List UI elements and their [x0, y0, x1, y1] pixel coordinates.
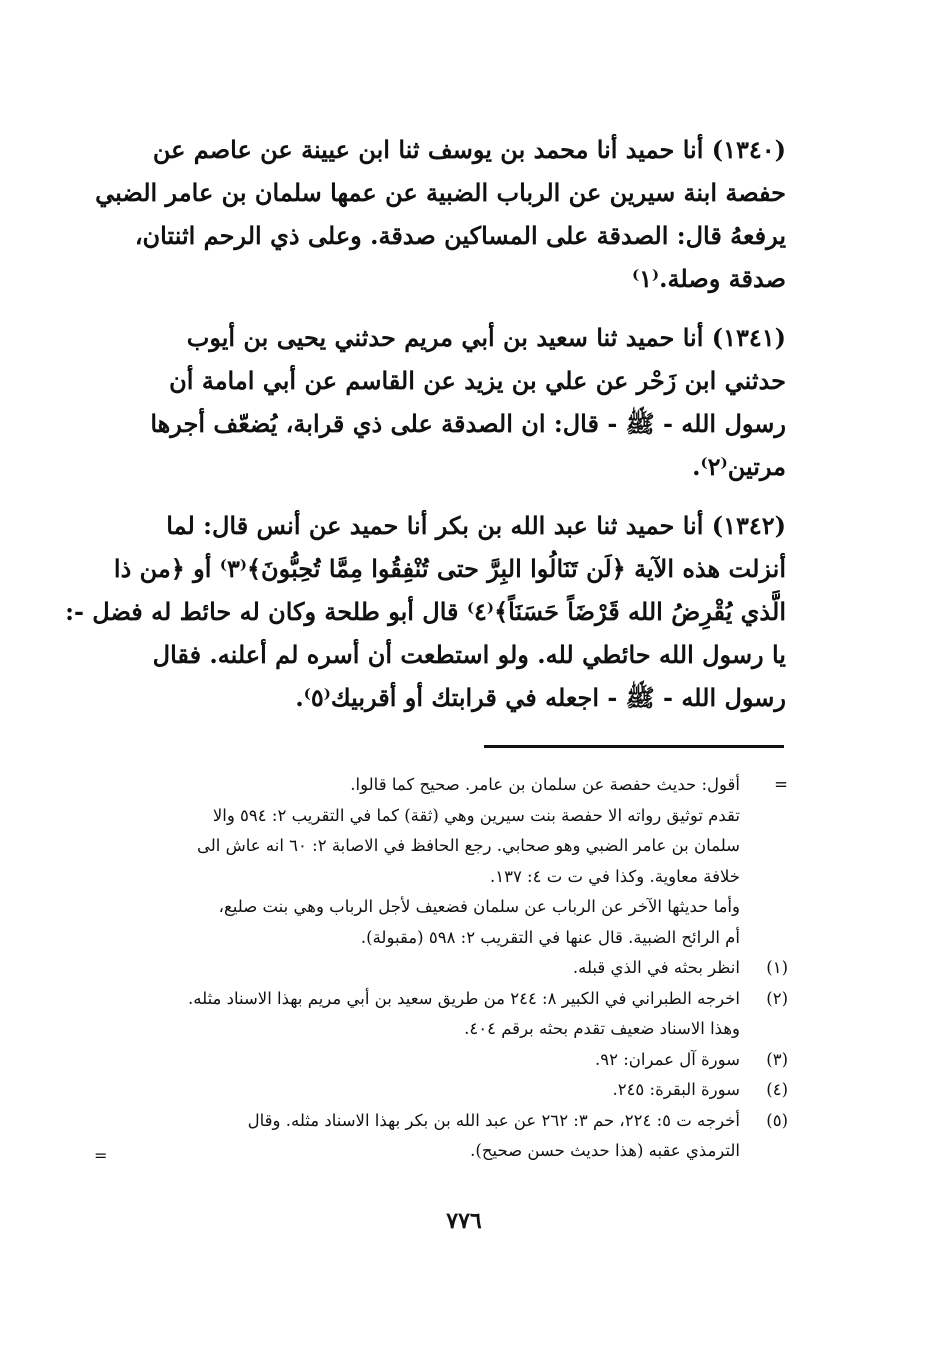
footnote-separator — [484, 745, 784, 748]
footnote-line: وهذا الاسناد ضعيف تقدم بحثه برقم ٤٠٤. — [464, 1019, 740, 1038]
footnote-line: أخرجه ت ٥: ٢٢٤، حم ٣: ٢٦٢ عن عبد الله بن بكر بهذا الاسناد مثله. وقال — [247, 1110, 740, 1130]
footnote-line: سورة آل عمران: ٩٢. — [594, 1049, 740, 1069]
footnote-2 — [108, 984, 788, 1045]
hadith-1341 — [110, 316, 786, 488]
text-line: صدقة وصلة.⁽١⁾ — [631, 264, 786, 293]
text-line: يرفعهُ قال: الصدقة على المساكين صدقة. وعلى ذي الرحم اثنتان، — [134, 221, 786, 250]
text-line: رسول الله - ﷺ - اجعله في قرابتك أو أقربيك⁽٥⁾. — [295, 683, 786, 712]
footnotes — [108, 770, 788, 1167]
footnote-marker: (٢) — [766, 988, 788, 1008]
text-line: يا رسول الله حائطي لله. ولو استطعت أن أسره لم أعلنه. فقال — [152, 640, 786, 669]
footnote-line: اخرجه الطبراني في الكبير ٨: ٢٤٤ من طريق سعيد بن أبي مريم بهذا الاسناد مثله. — [188, 988, 740, 1008]
continued-marker: = — [94, 1146, 108, 1165]
footnote-line: خلافة معاوية. وكذا في ت ت ٤: ١٣٧. — [489, 866, 740, 886]
footnote-5 — [108, 1106, 788, 1167]
footnote-line: الترمذي عقبه (هذا حديث حسن صحيح). — [470, 1141, 740, 1160]
text-line: (١٣٤١) أنا حميد ثنا سعيد بن أبي مريم حدثني يحيى بن أيوب — [186, 323, 786, 352]
footnote-continued — [108, 770, 788, 953]
text-line: (١٣٤٠) أنا حميد أنا محمد بن يوسف ثنا ابن عيينة عن عاصم عن — [152, 135, 786, 164]
footnote-marker: (٤) — [766, 1080, 788, 1099]
footnote-line: انظر بحثه في الذي قبله. — [572, 958, 740, 977]
text-line: حدثني ابن زَحْر عن علي بن يزيد عن القاسم عن أبي امامة أن — [169, 366, 786, 395]
footnote-marker: (٣) — [766, 1049, 788, 1069]
footnote-body — [108, 770, 740, 953]
footnote-body — [108, 984, 740, 1045]
footnote-line: سلمان بن عامر الضبي وهو صحابي. رجع الحافظ في الاصابة ٢: ٦٠ انه عاش الى — [197, 836, 740, 855]
footnote-body — [108, 1106, 740, 1167]
footnote-marker: (٥) — [766, 1110, 788, 1130]
footnote-line: سورة البقرة: ٢٤٥. — [612, 1080, 740, 1099]
footnote-line: أم الرائح الضبية. قال عنها في التقريب ٢: ٥٩٨ (مقبولة). — [360, 927, 740, 947]
hadith-1342 — [65, 504, 786, 719]
page-number: ٧٧٦ — [446, 1208, 482, 1234]
footnote-body — [108, 953, 740, 984]
footnote-body — [108, 1045, 740, 1076]
hadith-1340 — [95, 128, 786, 300]
footnote-line: تقدم توثيق رواته الا حفصة بنت سيرين وهي (ثقة) كما في التقريب ٢: ٥٩٤ والا — [212, 805, 740, 825]
text-line: (١٣٤٢) أنا حميد ثنا عبد الله بن بكر أنا حميد عن أنس قال: لما — [166, 511, 786, 540]
footnote-4 — [108, 1075, 788, 1106]
footnote-marker: (١) — [766, 958, 788, 977]
main-text — [65, 128, 786, 735]
text-line: مرتين⁽٢⁾. — [692, 452, 786, 481]
footnote-line: وأما حديثها الآخر عن الرباب عن سلمان فضعيف لأجل الرباب وهي بنت صليع، — [218, 897, 740, 916]
footnote-3 — [108, 1045, 788, 1076]
footnote-line: أقول: حديث حفصة عن سلمان بن عامر. صحيح كما قالوا. — [350, 775, 740, 794]
footnote-body — [108, 1075, 740, 1106]
footnote-1 — [108, 953, 788, 984]
text-line: أنزلت هذه الآية ﴿لَن تَنَالُوا البِرَّ حتى تُنْفِقُوا مِمَّا تُحِبُّونَ﴾⁽٣⁾ أو ﴿من ذا — [113, 554, 786, 583]
text-line: حفصة ابنة سيرين عن الرباب الضبية عن عمها سلمان بن عامر الضبي — [95, 178, 786, 207]
text-line: الَّذي يُقْرِضُ الله قَرْضَاً حَسَنَاً﴾⁽٤⁾ قال أبو طلحة وكان له حائط له فضل -: — [65, 597, 786, 626]
footnote-marker: = — [774, 775, 788, 794]
text-line: رسول الله - ﷺ - قال: ان الصدقة على ذي قرابة، يُضعّف أجرها — [150, 409, 786, 438]
